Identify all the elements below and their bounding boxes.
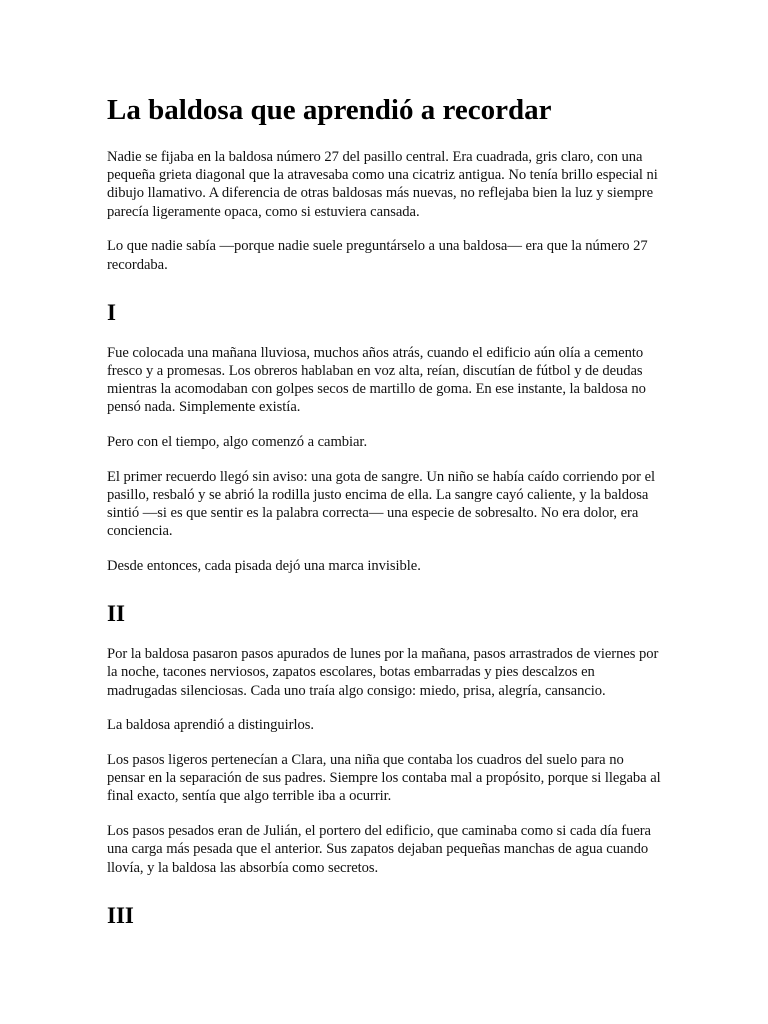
paragraph: Lo que nadie sabía —porque nadie suele preguntárselo a una baldosa— era que la número 27 recordaba. [107,238,648,273]
paragraph: Fue colocada una mañana lluviosa, muchos años atrás, cuando el edificio aún olía a cemento fresco y a promesas. Los obreros hablaban en voz alta, reían, discutían de fútbol y de deudas mientras la acomodaban con golpes secos de martillo de goma. En ese instante, la baldosa no pensó nada. Simplemente existía. [107,344,646,416]
paragraph: Desde entonces, cada pisada dejó una marca invisible. [107,558,421,575]
paragraph: Nadie se fijaba en la baldosa número 27 del pasillo central. Era cuadrada, gris claro, con una pequeña grieta diagonal que la atravesaba como una cicatriz antigua. No tenía brillo especial ni dibujo llamativo. A diferencia de otras baldosas más nuevas, no reflejaba bien la luz y siempre parecía ligeramente opaca, como si estuviera cansada. [107,149,658,220]
paragraph: Pero con el tiempo, algo comenzó a cambiar. [107,434,368,451]
section-heading: III [107,902,134,928]
paragraph: El primer recuerdo llegó sin aviso: una gota de sangre. Un niño se había caído corriendo por el pasillo, resbaló y se abrió la rodilla justo encima de ella. La sangre cayó caliente, y la baldosa sintió —si es que sentir es la palabra correcta— una especie de sobresalto. No era dolor, era conciencia. [107,468,656,540]
paragraph: Los pasos pesados eran de Julián, el portero del edificio, que caminaba como si cada día fuera una carga más pesada que el anterior. Sus zapatos dejaban pequeñas manchas de agua cuando llovía, y la baldosa las absorbía como secretos. [107,823,651,876]
document-title: La baldosa que aprendió a recordar [107,94,552,126]
paragraph: Por la baldosa pasaron pasos apurados de lunes por la mañana, pasos arrastrados de viernes por la noche, tacones nerviosos, zapatos escolares, botas embarradas y pies descalzos en madrugadas silenciosas. Cada uno traía algo consigo: miedo, prisa, alegría, cansancio. [107,646,659,699]
paragraph: Los pasos ligeros pertenecían a Clara, una niña que contaba los cuadros del suelo para no pensar en la separación de sus padres. Siempre los contaba mal a propósito, porque si llegaba al final exacto, sentía que algo terrible iba a ocurrir. [107,752,661,805]
document-page [107,90,663,947]
section-heading: I [107,299,116,325]
paragraph: La baldosa aprendió a distinguirlos. [107,717,314,734]
section-heading: II [107,601,125,627]
